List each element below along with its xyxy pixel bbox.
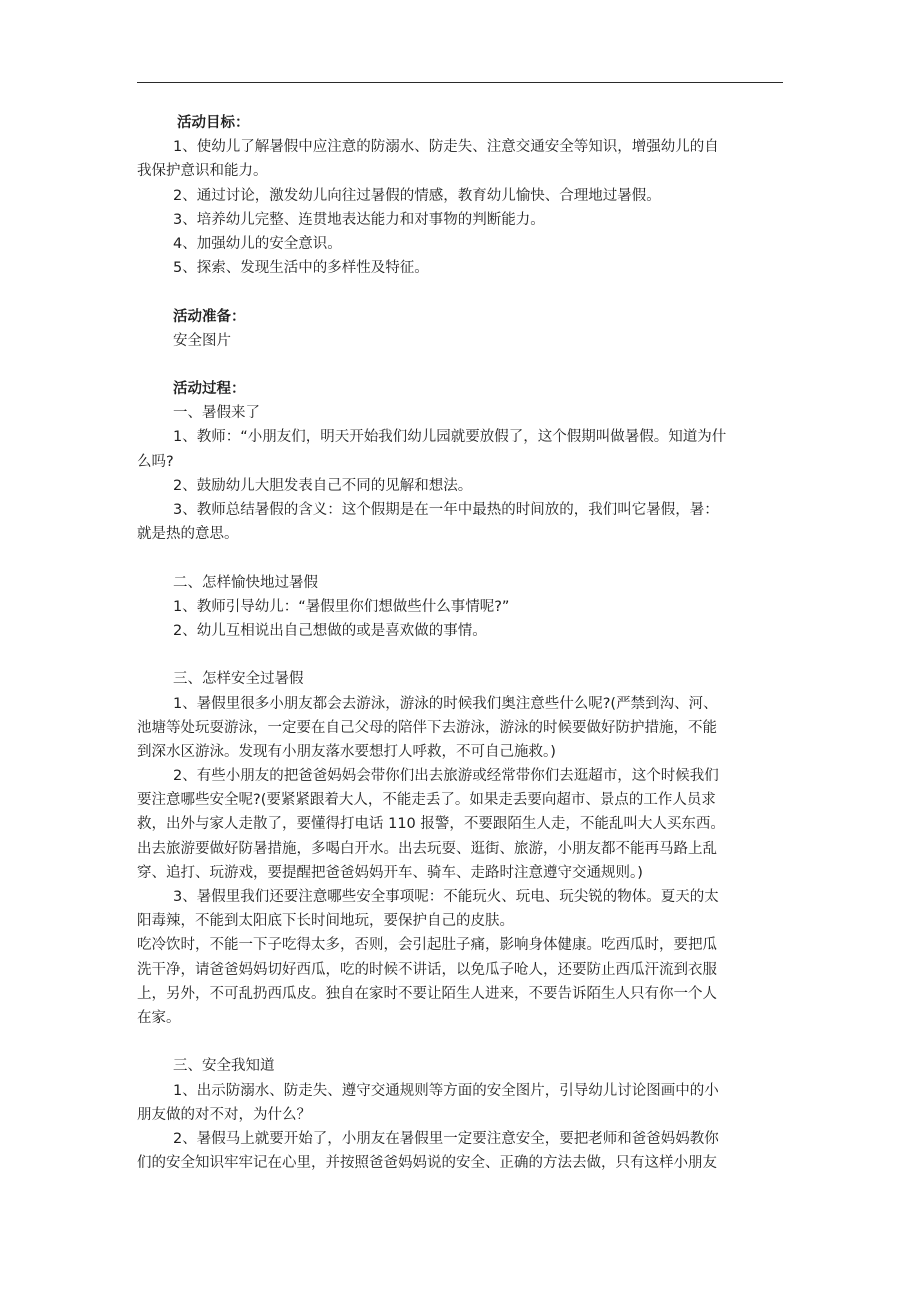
header-rule bbox=[137, 82, 783, 83]
paragraph-continuation: 到深水区游泳。发现有小朋友落水要想打人呼救，不可自己施救。) bbox=[137, 743, 556, 760]
paragraph-line: 3、培养幼儿完整、连贯地表达能力和对事物的判断能力。 bbox=[173, 211, 545, 228]
paragraph-line: 3、暑假里我们还要注意哪些安全事项呢：不能玩火、玩电、玩尖锐的物体。夏天的太 bbox=[173, 889, 719, 905]
paragraph-line: 1、使幼儿了解暑假中应注意的防溺水、防走失、注意交通安全等知识，增强幼儿的自 bbox=[173, 139, 719, 156]
spacer bbox=[137, 643, 783, 667]
paragraph-line: 上，另外，不可乱扔西瓜皮。独自在家时不要让陌生人进来，不要告诉陌生人只有你一个人 bbox=[137, 985, 717, 1002]
spacer bbox=[137, 546, 783, 570]
document-body bbox=[137, 111, 783, 1175]
paragraph-continuation: 救，出外与家人走散了，要懂得打电话 110 报警，不要跟陌生人走，不能乱叫大人买东西。 bbox=[137, 816, 725, 833]
paragraph-line: 吃冷饮时，不能一下子吃得太多，否则，会引起肚子痛，影响身体健康。吃西瓜时，要把瓜 bbox=[137, 937, 717, 954]
section-3-extra bbox=[137, 933, 783, 1030]
paragraph-continuation: 出去旅游要做好防暑措施，多喝白开水。出去玩耍、逛街、旅游，小朋友都不能再马路上乱 bbox=[137, 840, 717, 857]
paragraph-continuation: 么吗? bbox=[137, 453, 174, 470]
paragraph-continuation: 我保护意识和能力。 bbox=[137, 163, 268, 180]
section-1-list bbox=[137, 425, 783, 546]
goals-list bbox=[137, 135, 783, 280]
paragraph-line: 2、通过讨论，激发幼儿向往过暑假的情感，教育幼儿愉快、合理地过暑假。 bbox=[173, 187, 661, 204]
paragraph-continuation: 池塘等处玩耍游泳，一定要在自己父母的陪伴下去游泳，游泳的时候要做好防护措施，不能 bbox=[137, 719, 717, 736]
section-title: 三、怎样安全过暑假 bbox=[173, 671, 304, 688]
section-title: 三、安全我知道 bbox=[173, 1058, 275, 1075]
preparation-text: 安全图片 bbox=[173, 332, 231, 349]
paragraph-continuation: 穿、追打、玩游戏，要提醒把爸爸妈妈开车、骑车、走路时注意遵守交通规则。) bbox=[137, 864, 643, 881]
paragraph-line: 洗干净，请爸爸妈妈切好西瓜，吃的时候不讲话，以免瓜子呛人，还要防止西瓜汗流到衣服 bbox=[137, 961, 717, 978]
paragraph-line: 4、加强幼儿的安全意识。 bbox=[173, 235, 342, 252]
paragraph-line: 2、鼓励幼儿大胆发表自己不同的见解和想法。 bbox=[173, 477, 473, 494]
paragraph-continuation: 阳毒辣，不能到太阳底下长时间地玩，要保护自己的皮肤。 bbox=[137, 913, 514, 930]
section-4-list bbox=[137, 1079, 783, 1176]
paragraph-continuation: 要注意哪些安全呢?(要紧紧跟着大人，不能走丢了。如果走丢要向超市、景点的工作人员求 bbox=[137, 792, 716, 809]
section-3-list bbox=[137, 692, 783, 934]
paragraph-line: 1、出示防溺水、防走失、遵守交通规则等方面的安全图片，引导幼儿讨论图画中的小 bbox=[173, 1082, 719, 1099]
paragraph-line: 2、有些小朋友的把爸爸妈妈会带你们出去旅游或经常带你们去逛超市，这个时候我们 bbox=[173, 768, 719, 785]
spacer bbox=[137, 353, 783, 377]
paragraph-line: 1、教师：“小朋友们，明天开始我们幼儿园就要放假了，这个假期叫做暑假。知道为什 bbox=[173, 429, 727, 446]
paragraph-continuation: 们的安全知识牢牢记在心里，并按照爸爸妈妈说的安全、正确的方法去做，只有这样小朋友 bbox=[137, 1155, 717, 1172]
paragraph-line: 2、幼儿互相说出自己想做的或是喜欢做的事情。 bbox=[173, 622, 487, 639]
paragraph-line: 3、教师总结暑假的含义：这个假期是在一年中最热的时间放的，我们叫它暑假，暑： bbox=[173, 502, 719, 518]
spacer bbox=[137, 1030, 783, 1054]
section-title: 二、怎样愉快地过暑假 bbox=[173, 574, 318, 591]
paragraph-line: 5、探索、发现生活中的多样性及特征。 bbox=[173, 260, 429, 277]
paragraph-line: 在家。 bbox=[137, 1009, 181, 1026]
paragraph-continuation: 就是热的意思。 bbox=[137, 526, 239, 543]
paragraph-line: 1、教师引导幼儿：“暑假里你们想做些什么事情呢?” bbox=[173, 598, 510, 615]
section-title: 一、暑假来了 bbox=[173, 405, 260, 422]
preparation-heading: 活动准备： bbox=[173, 308, 246, 325]
paragraph-line: 2、暑假马上就要开始了，小朋友在暑假里一定要注意安全，要把老师和爸爸妈妈教你 bbox=[173, 1130, 719, 1147]
goals-heading: 活动目标： bbox=[177, 115, 250, 131]
spacer bbox=[137, 280, 783, 304]
section-2-list bbox=[137, 595, 783, 643]
paragraph-line: 1、暑假里很多小朋友都会去游泳，游泳的时候我们奥注意些什么呢?(严禁到沟、河、 bbox=[173, 695, 718, 712]
process-heading: 活动过程： bbox=[173, 381, 246, 398]
paragraph-continuation: 朋友做的对不对，为什么？ bbox=[137, 1106, 311, 1123]
